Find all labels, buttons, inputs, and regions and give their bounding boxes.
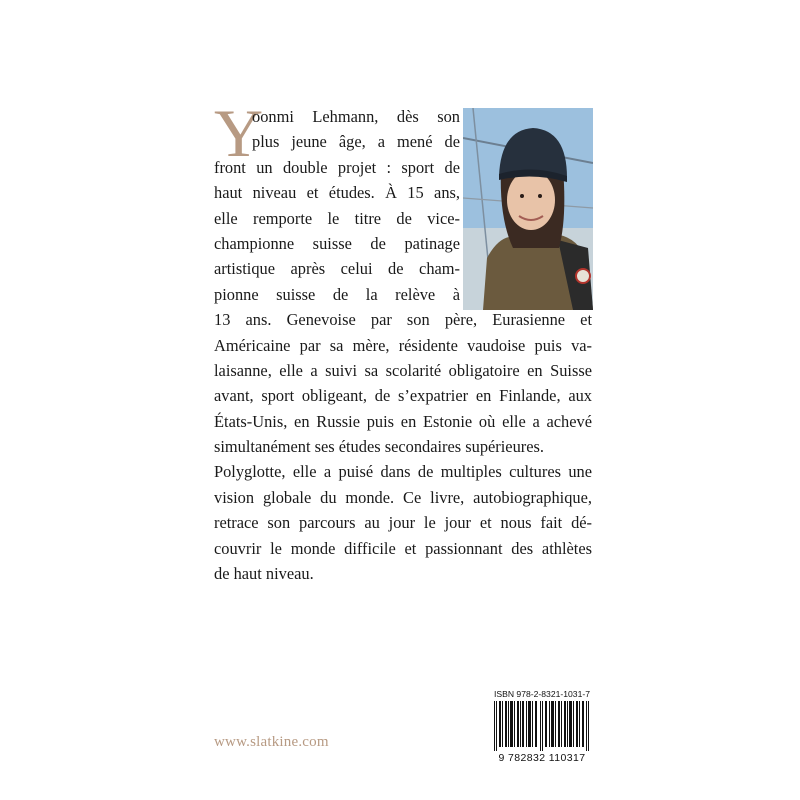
drop-cap: Y: [214, 95, 264, 171]
author-photo: [463, 108, 593, 310]
bio-line: 13 ans. Genevoise par son père, Eurasienne et: [214, 310, 592, 330]
bio-line: pionne suisse de la relève à: [214, 284, 460, 304]
bio-line: artistique après celui de cham-: [214, 259, 460, 279]
isbn-digits: 9 782832 110317: [498, 752, 586, 764]
publisher-website: www.slatkine.com: [214, 734, 329, 750]
barcode-icon: [492, 701, 592, 751]
bio-line: Américaine par sa mère, résidente vaudoise puis va-: [214, 335, 592, 355]
bio-line: oonmi Lehmann, dès son: [252, 107, 460, 126]
author-portrait-icon: [463, 108, 593, 310]
bio-line: plus jeune âge, a mené de: [252, 132, 460, 152]
bio-line: Polyglotte, elle a puisé dans de multiples cultures une: [214, 462, 592, 482]
bio-line: couvrir le monde difficile et passionnant des athlètes: [214, 538, 592, 558]
bio-line: avant, sport obligeant, de s’expatrier en Finlande, aux: [214, 386, 592, 406]
bio-line: laisanne, elle a suivi sa scolarité obligatoire en Suisse: [214, 360, 592, 380]
bio-line: championne suisse de patinage: [214, 233, 460, 253]
bio-line: simultanément ses études secondaires supérieures.: [214, 437, 544, 457]
isbn-barcode: [488, 689, 596, 765]
bio-line: vision globale du monde. Ce livre, autobiographique,: [214, 487, 592, 507]
isbn-label: ISBN 978-2-8321-1031-7: [493, 689, 591, 699]
bio-line: elle remporte le titre de vice-: [214, 208, 460, 228]
bio-line: retrace son parcours au jour le jour et nous fait dé-: [214, 513, 592, 533]
bio-line: de haut niveau.: [214, 564, 314, 584]
bio-line: front un double projet : sport de: [214, 157, 460, 177]
bio-line: haut niveau et études. À 15 ans,: [214, 183, 460, 203]
bio-line: États-Unis, en Russie puis en Estonie où elle a achevé: [214, 411, 592, 431]
